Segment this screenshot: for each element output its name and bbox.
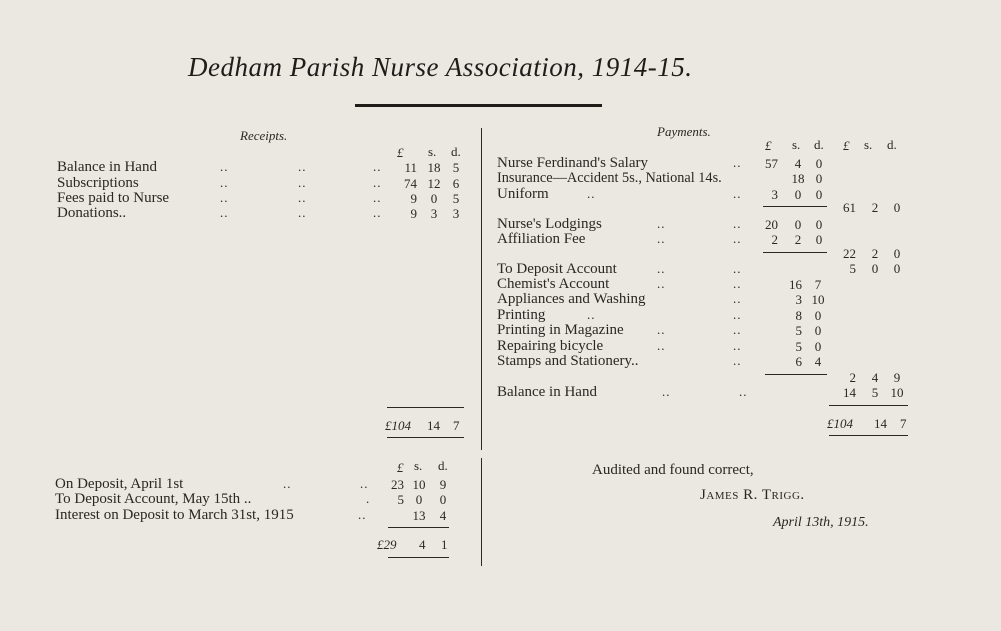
leader-dots: .. [373, 205, 382, 220]
payment-label: Stamps and Stationery.. [497, 353, 639, 369]
leader-dots: .. [733, 261, 742, 276]
subtotal-rule [763, 252, 827, 253]
amount-pence: 0 [815, 156, 823, 171]
payments-unit-shillings-b: s. [864, 137, 873, 152]
column-divider-top [481, 128, 482, 450]
amount-pence: 10 [811, 292, 825, 307]
amount-pence: 0 [815, 171, 823, 186]
payment-label: Uniform [497, 186, 549, 202]
audit-date: April 13th, 1915. [773, 515, 869, 530]
amount-shillings: 6 [795, 354, 802, 369]
amount-pence: 7 [814, 277, 822, 292]
payments-unit-pence-a: d. [814, 137, 824, 152]
receipts-header: Receipts. [240, 128, 288, 143]
amount-shillings: 5 [795, 339, 802, 354]
group2-total-shillings: 2 [871, 246, 879, 261]
payment-label: Printing in Magazine [497, 322, 624, 338]
payment-label: Appliances and Washing [497, 291, 646, 307]
amount-shillings: 12 [427, 176, 441, 191]
payments-unit-pence-b: d. [887, 137, 897, 152]
amount-pounds: 2 [771, 232, 778, 247]
amount-pounds: 5 [397, 492, 404, 507]
receipt-label: Subscriptions [57, 175, 139, 191]
leader-dots: .. [298, 159, 307, 174]
group3-total-pence: 9 [893, 370, 901, 385]
deposit-total-shillings: 4 [419, 537, 426, 552]
payment-label: Affiliation Fee [497, 231, 586, 247]
deposit-label: Interest on Deposit to March 31st, 1915 [55, 507, 294, 523]
group2-total-pence: 0 [893, 246, 901, 261]
deposit-pounds: 5 [849, 261, 856, 276]
amount-pounds: 23 [391, 477, 404, 492]
payments-total-rule-top [829, 405, 908, 406]
leader-dots: . [366, 491, 371, 506]
subtotal-rule [765, 374, 827, 375]
amount-shillings: 0 [415, 492, 423, 507]
amount-pounds: 3 [771, 187, 778, 202]
amount-shillings: 3 [795, 292, 802, 307]
payment-label: Chemist's Account [497, 276, 610, 292]
amount-pounds: 57 [765, 156, 778, 171]
payment-label: To Deposit Account [497, 261, 617, 277]
leader-dots: .. [733, 186, 742, 201]
leader-dots: .. [733, 155, 742, 170]
leader-dots: .. [373, 190, 382, 205]
payments-header: Payments. [657, 124, 711, 139]
leader-dots: .. [733, 231, 742, 246]
amount-pounds: 20 [765, 217, 778, 232]
amount-pounds: 74 [404, 176, 417, 191]
deposit-total-rule-top [388, 527, 449, 528]
amount-shillings: 16 [789, 277, 802, 292]
payment-label: Balance in Hand [497, 384, 597, 400]
amount-shillings: 2 [794, 232, 802, 247]
payment-label: Repairing bicycle [497, 338, 604, 354]
amount-shillings: 0 [794, 187, 802, 202]
receipts-unit-shillings: s. [428, 144, 437, 159]
group1-total-pounds: 61 [843, 200, 856, 215]
amount-shillings: 0 [430, 191, 438, 206]
deposit-unit-shillings: s. [414, 458, 423, 473]
receipts-total-rule-top [387, 407, 464, 408]
amount-pence: 0 [814, 339, 822, 354]
amount-pence: 0 [439, 492, 447, 507]
column-divider-bottom [481, 458, 482, 566]
audit-statement: Audited and found correct, [592, 462, 754, 478]
leader-dots: .. [298, 190, 307, 205]
leader-dots: .. [657, 261, 666, 276]
leader-dots: .. [220, 205, 229, 220]
deposit-total-pounds: £29 [377, 537, 397, 552]
payments-total-pence: 7 [900, 416, 907, 431]
leader-dots: .. [220, 175, 229, 190]
receipts-total-pence: 7 [453, 418, 460, 433]
payments-total-shillings: 14 [874, 416, 887, 431]
leader-dots: .. [733, 216, 742, 231]
leader-dots: .. [587, 307, 596, 322]
leader-dots: .. [283, 476, 292, 491]
group3-total-shillings: 4 [871, 370, 879, 385]
leader-dots: .. [657, 276, 666, 291]
deposit-unit-pence: d. [438, 458, 448, 473]
receipt-label: Balance in Hand [57, 159, 157, 175]
receipts-total-shillings: 14 [427, 418, 440, 433]
balance-pence: 10 [890, 385, 904, 400]
amount-pence: 4 [439, 508, 447, 523]
receipt-label: Donations.. [57, 205, 127, 221]
deposit-label: On Deposit, April 1st [55, 476, 184, 492]
payments-unit-pounds-a: £ [765, 138, 772, 153]
amount-pence: 3 [452, 206, 460, 221]
amount-shillings: 13 [412, 508, 426, 523]
amount-shillings: 3 [430, 206, 438, 221]
balance-pounds: 14 [843, 385, 856, 400]
leader-dots: .. [662, 384, 671, 399]
group2-total-pounds: 22 [843, 246, 856, 261]
payment-label: Nurse's Lodgings [497, 216, 602, 232]
leader-dots: .. [657, 216, 666, 231]
amount-shillings: 18 [427, 160, 441, 175]
amount-pence: 5 [452, 191, 460, 206]
leader-dots: .. [373, 175, 382, 190]
leader-dots: .. [733, 322, 742, 337]
amount-pounds: 11 [404, 160, 417, 175]
leader-dots: .. [657, 322, 666, 337]
amount-pence: 0 [815, 217, 823, 232]
leader-dots: .. [657, 231, 666, 246]
amount-pence: 0 [814, 323, 822, 338]
leader-dots: .. [733, 307, 742, 322]
payments-total-rule-bottom [829, 435, 908, 436]
amount-pounds: 9 [410, 206, 417, 221]
group1-total-pence: 0 [893, 200, 901, 215]
payments-total-pounds: £104 [827, 416, 853, 431]
payment-label: Nurse Ferdinand's Salary [497, 155, 649, 171]
leader-dots: .. [733, 276, 742, 291]
amount-pence: 0 [814, 308, 822, 323]
amount-pence: 6 [452, 176, 460, 191]
subtotal-rule [763, 206, 827, 207]
deposit-pence: 0 [893, 261, 901, 276]
amount-pence: 9 [439, 477, 447, 492]
leader-dots: .. [373, 159, 382, 174]
receipts-total-rule-bottom [387, 437, 464, 438]
receipts-total-pounds: £104 [385, 418, 411, 433]
amount-pence: 0 [815, 187, 823, 202]
auditor-signature: James R. Trigg. [700, 487, 805, 503]
receipts-unit-pounds: £ [397, 145, 404, 160]
amount-shillings: 18 [791, 171, 805, 186]
leader-dots: .. [220, 159, 229, 174]
amount-shillings: 0 [794, 217, 802, 232]
payments-unit-pounds-b: £ [843, 138, 850, 153]
balance-shillings: 5 [871, 385, 879, 400]
leader-dots: .. [587, 186, 596, 201]
deposit-label: To Deposit Account, May 15th .. [55, 491, 252, 507]
group3-total-pounds: 2 [849, 370, 856, 385]
leader-dots: .. [733, 291, 742, 306]
deposit-total-pence: 1 [441, 537, 448, 552]
amount-shillings: 10 [412, 477, 426, 492]
leader-dots: .. [220, 190, 229, 205]
deposit-total-rule-bottom [388, 557, 449, 558]
amount-pounds: 9 [410, 191, 417, 206]
amount-shillings: 5 [795, 323, 802, 338]
amount-pence: 4 [814, 354, 822, 369]
amount-pence: 0 [815, 232, 823, 247]
amount-pence: 5 [452, 160, 460, 175]
payment-label: Insurance—Accident 5s., National 14s. [497, 170, 722, 186]
amount-shillings: 4 [794, 156, 802, 171]
leader-dots: .. [739, 384, 748, 399]
group1-total-shillings: 2 [871, 200, 879, 215]
receipts-unit-pence: d. [451, 144, 461, 159]
amount-shillings: 8 [795, 308, 802, 323]
document-title: Dedham Parish Nurse Association, 1914-15. [188, 52, 693, 82]
leader-dots: .. [360, 476, 369, 491]
leader-dots: .. [657, 338, 666, 353]
leader-dots: .. [733, 353, 742, 368]
title-underline [355, 104, 602, 107]
leader-dots: .. [358, 507, 367, 522]
leader-dots: .. [298, 205, 307, 220]
deposit-shillings: 0 [871, 261, 879, 276]
deposit-unit-pounds: £ [397, 460, 404, 475]
payment-label: Printing [497, 307, 546, 323]
payments-unit-shillings-a: s. [792, 137, 801, 152]
leader-dots: .. [298, 175, 307, 190]
leader-dots: .. [733, 338, 742, 353]
receipt-label: Fees paid to Nurse [57, 190, 170, 206]
